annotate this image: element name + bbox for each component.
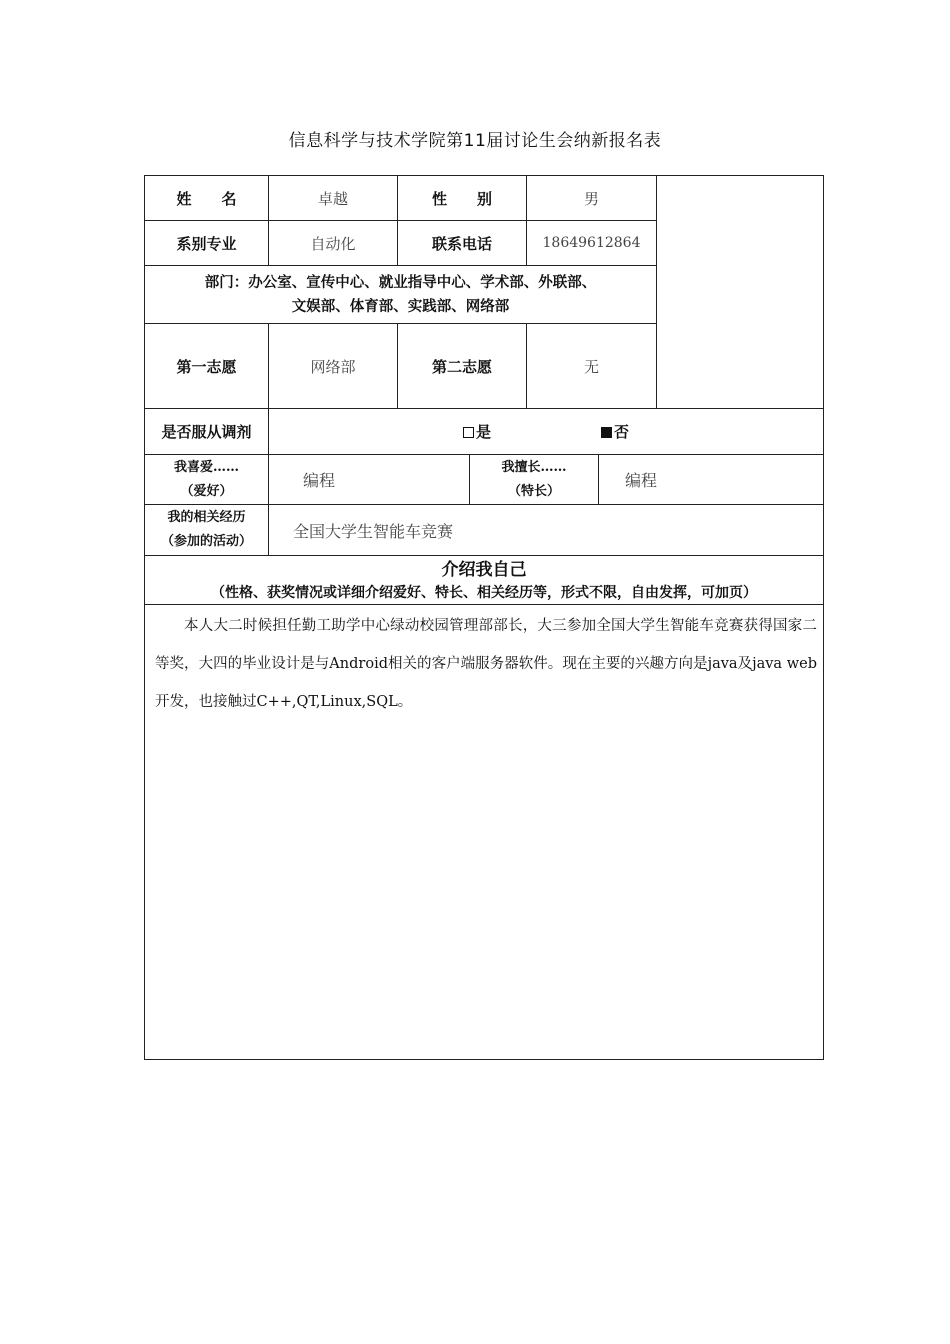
- experience-label: 我的相关经历 （参加的活动）: [160, 510, 252, 549]
- intro-body: [145, 605, 823, 1059]
- gender-label: 性 别: [431, 189, 492, 208]
- departments-line2: 文娱部、体育部、实践部、网络部: [291, 297, 510, 315]
- intro-text: 本人大二时候担任勤工助学中心绿动校园管理部部长，大三参加全国大学生智能车竞赛获得国家二等奖，大四的毕业设计是与Android相关的客户端服务器软件。现在主要的兴趣方向是java及java web开发，也接触过C++,QT,Linux,SQL。: [155, 618, 817, 710]
- first-wish-label: 第一志愿: [176, 357, 237, 376]
- skill-label: 我擅长…… （特长）: [501, 459, 567, 499]
- adjust-no-option[interactable]: 否: [601, 421, 629, 442]
- no-checkbox[interactable]: [601, 427, 612, 438]
- phone-label: 联系电话: [431, 234, 492, 253]
- experience-value: 全国大学生智能车竞赛: [293, 521, 454, 541]
- gender-value: 男: [583, 189, 599, 208]
- first-wish-value: 网络部: [310, 357, 356, 376]
- major-label: 系别专业: [176, 234, 237, 253]
- form-title: 信息科学与技术学院第11届讨论生会纳新报名表: [288, 131, 662, 151]
- intro-title: 介绍我自己: [441, 560, 527, 580]
- departments-line1: 部门：办公室、宣传中心、就业指导中心、学术部、外联部、: [204, 273, 597, 291]
- hobby-value: 编程: [303, 471, 336, 490]
- adjust-yes-option[interactable]: 是: [463, 421, 491, 442]
- yes-checkbox[interactable]: [463, 427, 474, 438]
- second-wish-value: 无: [583, 357, 599, 376]
- photo-area: [657, 176, 823, 408]
- registration-form: [144, 175, 824, 1060]
- name-value: 卓越: [317, 189, 348, 208]
- phone-value: 18649612864: [542, 235, 641, 251]
- hobby-label: 我喜爱…… （爱好）: [173, 459, 239, 499]
- major-value: 自动化: [310, 234, 356, 253]
- intro-note: （性格、获奖情况或详细介绍爱好、特长、相关经历等，形式不限，自由发挥，可加页）: [211, 585, 757, 601]
- skill-value: 编程: [625, 471, 658, 490]
- departments-list: [145, 266, 656, 323]
- adjust-options: [269, 409, 823, 454]
- adjust-label: 是否服从调剂: [161, 423, 252, 441]
- second-wish-label: 第二志愿: [431, 357, 492, 376]
- name-label: 姓 名: [176, 189, 237, 208]
- intro-header: [145, 556, 823, 604]
